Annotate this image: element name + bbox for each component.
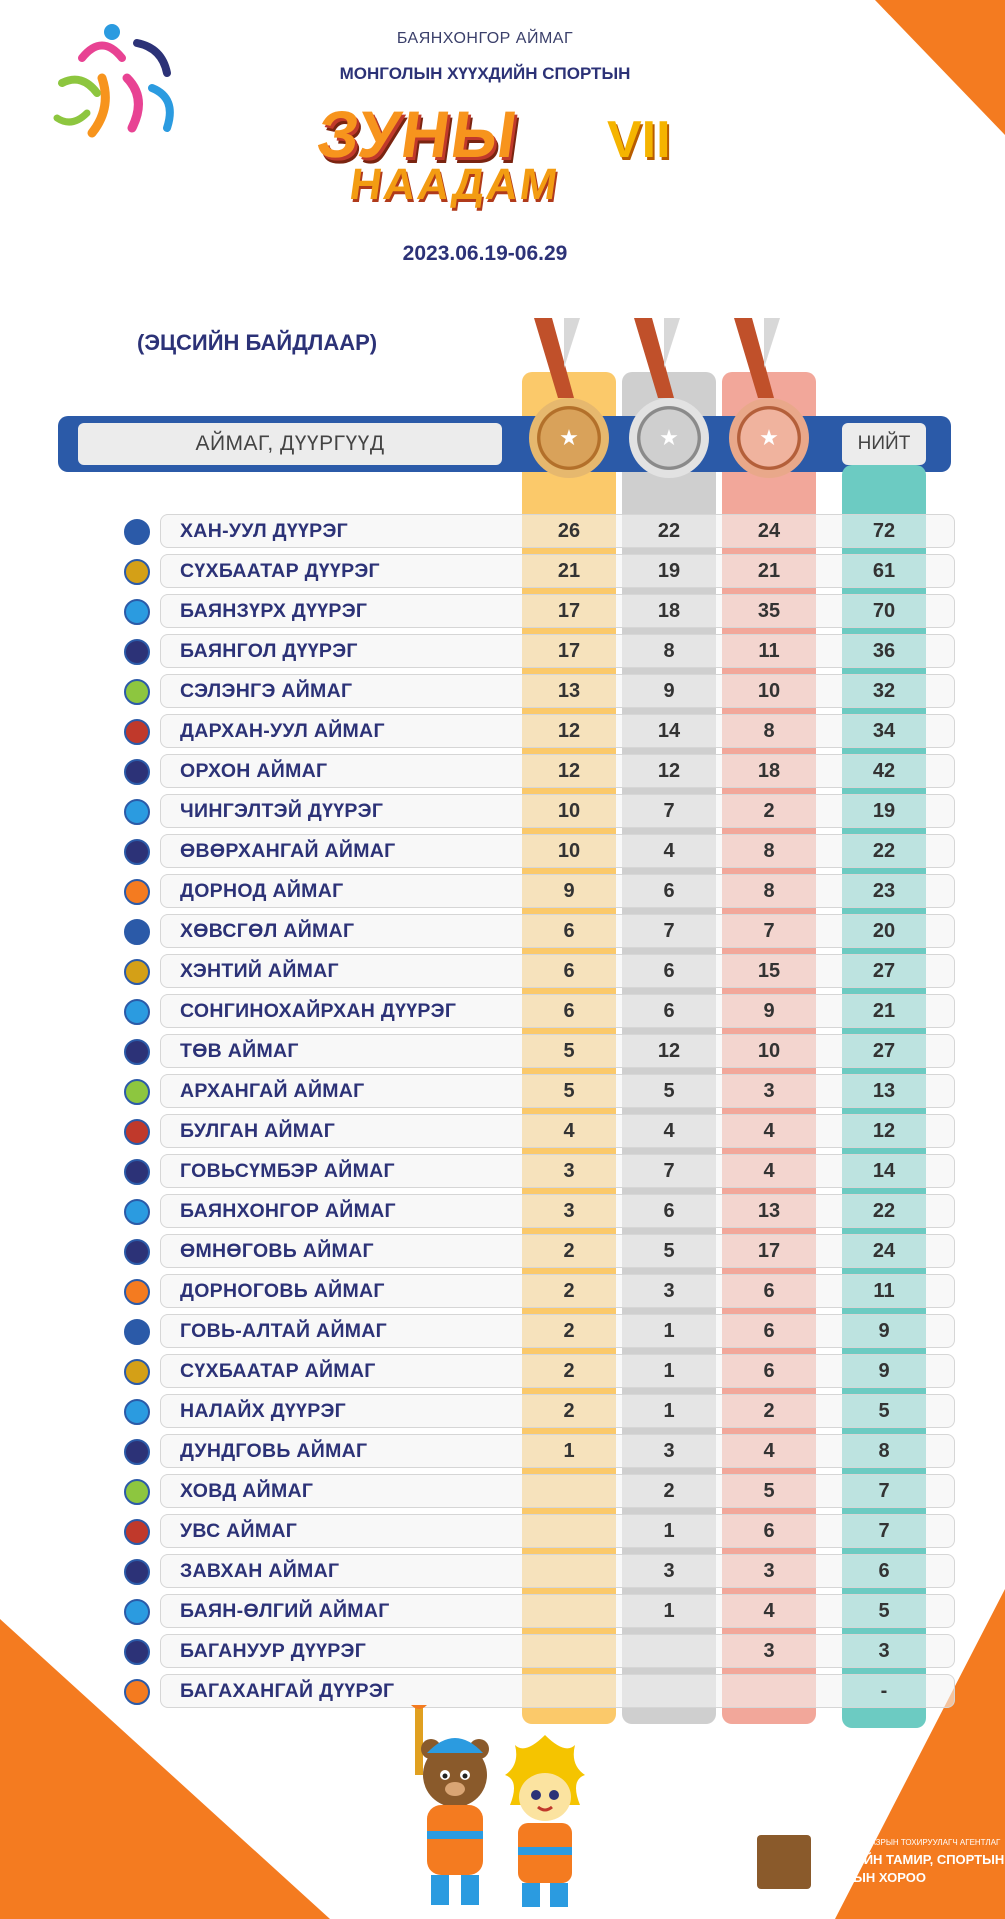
gold-medal-icon: ★	[529, 398, 609, 478]
region-name: СОНГИНОХАЙРХАН ДҮҮРЭГ	[180, 1000, 457, 1022]
region-name: ДОРНОГОВЬ АЙМАГ	[180, 1280, 385, 1302]
gold-count: 5	[563, 1080, 575, 1102]
agency-emblem-icon	[757, 1835, 811, 1889]
total-count: 7	[878, 1480, 890, 1502]
bronze-count: 6	[763, 1360, 775, 1382]
bronze-count: 15	[757, 960, 781, 982]
silver-medal-icon: ★	[629, 398, 709, 478]
bronze-count: 4	[763, 1160, 775, 1182]
table-row	[120, 674, 955, 708]
bronze-count: 11	[758, 640, 780, 662]
gold-count: 17	[557, 640, 581, 662]
table-row	[120, 1594, 955, 1628]
event-subtitle: МОНГОЛЫН ХҮҮХДИЙН СПОРТЫН	[339, 64, 631, 83]
gold-count: 2	[563, 1280, 575, 1302]
gold-count: 3	[563, 1200, 575, 1222]
event-title-main: ЗУНЫ	[312, 97, 524, 171]
table-row	[120, 1474, 955, 1508]
total-count: 9	[878, 1360, 890, 1382]
region-emblem-icon	[124, 1679, 150, 1705]
table-row	[120, 994, 955, 1028]
silver-count: 7	[663, 1160, 675, 1182]
bronze-count: 10	[757, 1040, 781, 1062]
region-emblem-icon	[124, 839, 150, 865]
gold-count: 6	[563, 1000, 575, 1022]
total-count: -	[880, 1680, 888, 1702]
agency-emblem-caption: МОНГОЛ УЛСЫН ЗАСГИЙН ГАЗАР	[756, 1892, 814, 1907]
bronze-count: 21	[757, 560, 781, 582]
event-edition: VII	[607, 111, 671, 169]
total-count: 3	[878, 1640, 890, 1662]
flame-mascot-icon	[500, 1735, 590, 1910]
bronze-count: 3	[763, 1080, 775, 1102]
region-emblem-icon	[124, 959, 150, 985]
total-count: 72	[872, 520, 896, 542]
region-emblem-icon	[124, 919, 150, 945]
table-row	[120, 1634, 955, 1668]
bronze-count: 17	[757, 1240, 781, 1262]
region-emblem-icon	[124, 1359, 150, 1385]
region-emblem-icon	[124, 1319, 150, 1345]
bronze-count: 9	[763, 1000, 775, 1022]
total-count: 9	[878, 1320, 890, 1342]
region-emblem-icon	[124, 999, 150, 1025]
silver-count: 1	[663, 1320, 675, 1342]
silver-count: 3	[663, 1280, 675, 1302]
region-name: УВС АЙМАГ	[180, 1520, 298, 1542]
total-count: 22	[872, 1200, 896, 1222]
gold-count: 2	[563, 1320, 575, 1342]
region-name: БУЛГАН АЙМАГ	[180, 1120, 336, 1142]
gold-count: 6	[563, 960, 575, 982]
silver-count: 5	[663, 1080, 675, 1102]
silver-count: 6	[663, 1000, 675, 1022]
region-emblem-icon	[124, 1039, 150, 1065]
total-count: 6	[878, 1560, 890, 1582]
silver-count: 1	[663, 1360, 675, 1382]
total-count: 5	[878, 1400, 890, 1422]
region-emblem-icon	[124, 879, 150, 905]
table-row	[120, 1194, 955, 1228]
total-count: 7	[878, 1520, 890, 1542]
bronze-medal-icon: ★	[729, 398, 809, 478]
table-row	[120, 554, 955, 588]
region-name: ХЭНТИЙ АЙМАГ	[180, 960, 339, 982]
bronze-count: 35	[757, 600, 781, 622]
region-name: ХӨВСГӨЛ АЙМАГ	[180, 920, 355, 942]
table-row	[120, 634, 955, 668]
bronze-count: 4	[763, 1440, 775, 1462]
ranking-status-label: (ЭЦСИЙН БАЙДЛААР)	[137, 330, 378, 355]
region-emblem-icon	[124, 759, 150, 785]
agency-name-line-1: БИЕИЙН ТАМИР, СПОРТЫН	[827, 1852, 1005, 1867]
gold-count: 5	[563, 1040, 575, 1062]
region-name: ГОВЬСҮМБЭР АЙМАГ	[180, 1160, 395, 1182]
total-count: 12	[872, 1120, 896, 1142]
region-name: ДУНДГОВЬ АЙМАГ	[180, 1440, 368, 1462]
region-emblem-icon	[124, 1439, 150, 1465]
silver-count: 3	[663, 1440, 675, 1462]
silver-count: 6	[663, 1200, 675, 1222]
silver-count: 6	[663, 960, 675, 982]
gold-count: 17	[557, 600, 581, 622]
bronze-count: 4	[763, 1600, 775, 1622]
table-row	[120, 1354, 955, 1388]
event-dates: 2023.06.19-06.29	[402, 242, 568, 265]
gold-count: 10	[557, 840, 581, 862]
region-name: БАЯНЗҮРХ ДҮҮРЭГ	[180, 600, 368, 622]
bronze-ribbon-icon	[734, 318, 780, 398]
region-name: ӨВӨРХАНГАЙ АЙМАГ	[180, 840, 396, 862]
region-emblem-icon	[124, 679, 150, 705]
region-label: БАЯНХОНГОР АЙМАГ	[396, 30, 574, 47]
region-emblem-icon	[124, 639, 150, 665]
gold-count: 6	[563, 920, 575, 942]
table-row	[120, 1314, 955, 1348]
gold-count: 4	[563, 1120, 575, 1142]
region-name: ТӨВ АЙМАГ	[180, 1040, 299, 1062]
table-row	[120, 594, 955, 628]
region-name: БАЯН-ӨЛГИЙ АЙМАГ	[180, 1600, 390, 1622]
total-count: 27	[872, 960, 896, 982]
bronze-count: 18	[757, 760, 781, 782]
agency-subtitle: ЗАСГИЙН ГАЗРЫН ТОХИРУУЛАГЧ АГЕНТЛАГ	[827, 1838, 1001, 1847]
total-count: 42	[872, 760, 896, 782]
silver-count: 4	[663, 840, 675, 862]
table-row	[120, 1114, 955, 1148]
gold-count: 10	[557, 800, 581, 822]
region-name: НАЛАЙХ ДҮҮРЭГ	[180, 1400, 347, 1422]
table-row	[120, 794, 955, 828]
silver-count: 1	[663, 1520, 675, 1542]
region-emblem-icon	[124, 1519, 150, 1545]
gold-count: 21	[557, 560, 581, 582]
silver-count: 19	[657, 560, 681, 582]
region-name: ӨМНӨГОВЬ АЙМАГ	[180, 1240, 374, 1262]
silver-count: 22	[657, 520, 681, 542]
region-emblem-icon	[124, 1279, 150, 1305]
gold-count: 12	[557, 720, 581, 742]
region-emblem-icon	[124, 1599, 150, 1625]
table-row	[120, 1274, 955, 1308]
silver-count: 3	[663, 1560, 675, 1582]
gold-count: 2	[563, 1240, 575, 1262]
table-row	[120, 874, 955, 908]
table-row	[120, 514, 955, 548]
bronze-count: 6	[763, 1520, 775, 1542]
silver-count: 18	[657, 600, 681, 622]
total-count: 13	[872, 1080, 896, 1102]
region-name: БАГАНУУР ДҮҮРЭГ	[180, 1640, 367, 1662]
silver-count: 7	[663, 920, 675, 942]
total-count: 20	[872, 920, 896, 942]
region-emblem-icon	[124, 599, 150, 625]
region-name: ХОВД АЙМАГ	[180, 1480, 314, 1502]
region-emblem-icon	[124, 719, 150, 745]
region-name: ЗАВХАН АЙМАГ	[180, 1560, 340, 1582]
bronze-count: 7	[763, 920, 775, 942]
region-name: ЧИНГЭЛТЭЙ ДҮҮРЭГ	[180, 800, 384, 822]
region-name: БАГАХАНГАЙ ДҮҮРЭГ	[180, 1680, 395, 1702]
total-count: 24	[872, 1240, 896, 1262]
region-name: БАЯНГОЛ ДҮҮРЭГ	[180, 640, 358, 662]
table-row	[120, 954, 955, 988]
region-name: СҮХБААТАР ДҮҮРЭГ	[180, 560, 380, 582]
total-count: 70	[872, 600, 896, 622]
bronze-count: 8	[763, 880, 775, 902]
region-emblem-icon	[124, 519, 150, 545]
table-row	[120, 834, 955, 868]
table-row	[120, 914, 955, 948]
region-emblem-icon	[124, 799, 150, 825]
total-count: 19	[872, 800, 896, 822]
total-count: 61	[872, 560, 896, 582]
silver-count: 4	[663, 1120, 675, 1142]
region-emblem-icon	[124, 1159, 150, 1185]
region-emblem-icon	[124, 1399, 150, 1425]
region-name: СЭЛЭНГЭ АЙМАГ	[180, 680, 353, 702]
gold-count: 3	[563, 1160, 575, 1182]
bronze-count: 4	[763, 1120, 775, 1142]
bronze-count: 8	[763, 840, 775, 862]
silver-count: 12	[657, 760, 681, 782]
table-row	[120, 1514, 955, 1548]
gold-count: 9	[563, 880, 575, 902]
total-count: 22	[872, 840, 896, 862]
total-count: 36	[872, 640, 896, 662]
silver-count: 9	[663, 680, 675, 702]
bronze-count: 6	[763, 1280, 775, 1302]
region-name: АРХАНГАЙ АЙМАГ	[180, 1080, 365, 1102]
bronze-count: 24	[757, 520, 781, 542]
table-row	[120, 1154, 955, 1188]
total-count: 34	[872, 720, 896, 742]
table-row	[120, 714, 955, 748]
bear-mascot-icon	[405, 1705, 505, 1910]
bronze-count: 6	[763, 1320, 775, 1342]
bronze-count: 2	[763, 800, 775, 822]
bronze-count: 3	[763, 1640, 775, 1662]
region-name: БАЯНХОНГОР АЙМАГ	[180, 1200, 396, 1222]
silver-count: 7	[663, 800, 675, 822]
bronze-count: 2	[763, 1400, 775, 1422]
silver-count: 1	[663, 1400, 675, 1422]
region-name: ДОРНОД АЙМАГ	[180, 880, 344, 902]
silver-count: 12	[657, 1040, 681, 1062]
gold-count: 13	[557, 680, 581, 702]
region-emblem-icon	[124, 1559, 150, 1585]
silver-count: 5	[663, 1240, 675, 1262]
table-row	[120, 1394, 955, 1428]
name-column-header: АЙМАГ, ДҮҮРГҮҮД	[78, 423, 502, 465]
total-count: 5	[878, 1600, 890, 1622]
gold-count: 26	[557, 520, 581, 542]
silver-count: 1	[663, 1600, 675, 1622]
total-count: 27	[872, 1040, 896, 1062]
gold-ribbon-icon	[534, 318, 580, 398]
region-emblem-icon	[124, 1199, 150, 1225]
table-row	[120, 1554, 955, 1588]
gold-count: 2	[563, 1400, 575, 1422]
table-row	[120, 1234, 955, 1268]
region-emblem-icon	[124, 1479, 150, 1505]
silver-count: 6	[663, 880, 675, 902]
silver-count: 14	[657, 720, 681, 742]
total-count: 21	[872, 1000, 896, 1022]
table-row	[120, 1674, 955, 1708]
silver-count: 8	[663, 640, 675, 662]
gold-count: 1	[563, 1440, 575, 1462]
bronze-count: 10	[757, 680, 781, 702]
silver-count: 2	[663, 1480, 675, 1502]
table-row	[120, 1034, 955, 1068]
region-emblem-icon	[124, 1239, 150, 1265]
gold-count: 12	[557, 760, 581, 782]
region-emblem-icon	[124, 1119, 150, 1145]
total-count: 23	[872, 880, 896, 902]
table-row	[120, 754, 955, 788]
total-count: 32	[872, 680, 896, 702]
bronze-count: 5	[763, 1480, 775, 1502]
total-count: 11	[873, 1280, 895, 1302]
region-name: ОРХОН АЙМАГ	[180, 760, 328, 782]
bronze-count: 13	[757, 1200, 781, 1222]
total-count: 8	[878, 1440, 890, 1462]
region-emblem-icon	[124, 559, 150, 585]
region-name: ГОВЬ-АЛТАЙ АЙМАГ	[180, 1320, 388, 1342]
event-title-secondary: НААДАМ	[346, 160, 563, 209]
region-emblem-icon	[124, 1079, 150, 1105]
bronze-count: 3	[763, 1560, 775, 1582]
table-row	[120, 1074, 955, 1108]
agency-name-line-2: УЛСЫН ХОРОО	[827, 1870, 926, 1885]
total-column-header: НИЙТ	[842, 423, 926, 465]
gold-count: 2	[563, 1360, 575, 1382]
region-name: СҮХБААТАР АЙМАГ	[180, 1360, 376, 1382]
region-name: ДАРХАН-УУЛ АЙМАГ	[180, 720, 385, 742]
table-row	[120, 1434, 955, 1468]
total-count: 14	[872, 1160, 896, 1182]
bronze-count: 8	[763, 720, 775, 742]
region-name: ХАН-УУЛ ДҮҮРЭГ	[180, 520, 348, 542]
region-emblem-icon	[124, 1639, 150, 1665]
silver-ribbon-icon	[634, 318, 680, 398]
